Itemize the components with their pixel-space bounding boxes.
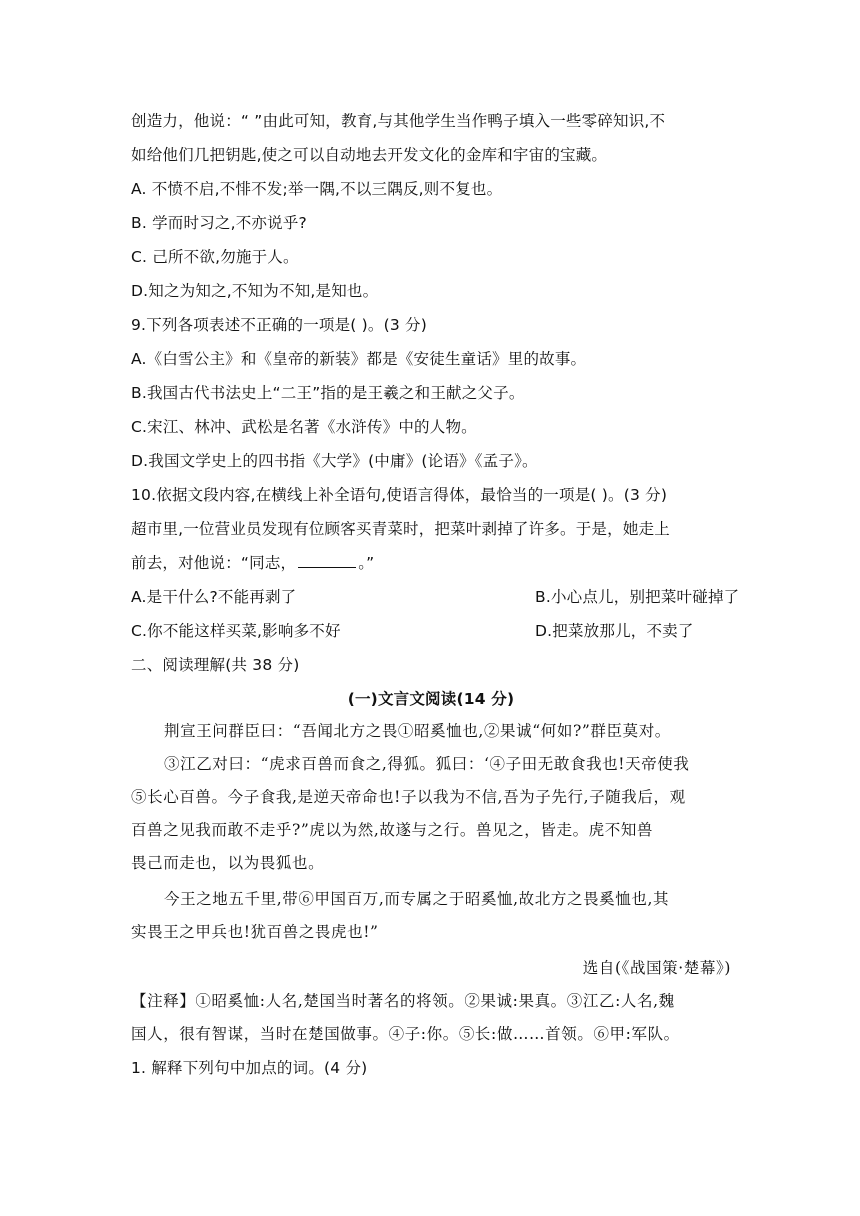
q9-option-b: B.我国古代书法史上“二王”指的是王羲之和王献之父子。 [131,384,525,402]
notes-line-2: 国人，很有智谋，当时在楚国做事。④子:你。⑤长:做……首领。⑥甲:军队。 [131,1025,680,1043]
intro-line-2: 如给他们几把钥匙,使之可以自动地去开发文化的金库和宇宙的宝藏。 [131,146,608,164]
q10-option-d: D.把菜放那儿，不卖了 [535,622,694,640]
q10-paragraph-line-2 [131,552,731,574]
passage-paragraph-3-line-2: 实畏王之甲兵也!犹百兽之畏虎也!” [131,923,379,941]
passage-paragraph-2-line-1: ③江乙对曰：“虎求百兽而食之,得狐。狐曰：‘④子田无敢食我也!天帝使我 [164,755,690,773]
q9-stem: 9.下列各项表述不正确的一项是( )。(3 分) [131,316,427,334]
q10-option-b: B.小心点儿，别把菜叶碰掉了 [535,588,740,606]
answer-blank [298,552,356,568]
q10-option-a: A.是干什么?不能再剥了 [131,588,297,606]
subsection-heading: (一)文言文阅读(14 分) [347,690,515,708]
q10-options-row-2 [131,620,731,642]
q10-option-c: C.你不能这样买菜,影响多不好 [131,622,341,640]
passage-source: 选自(《战国策·楚幕》) [582,959,731,977]
q10-paragraph-end: 。” [358,554,375,572]
passage-paragraph-3-line-1: 今王之地五千里,带⑥甲国百万,而专属之于昭奚恤,故北方之畏奚恤也,其 [164,890,670,908]
q10-options-row-1 [131,586,740,608]
q10-paragraph-text: 前去，对他说：“同志， [131,554,297,572]
q8-option-a: A. 不愤不启,不悱不发;举一隅,不以三隅反,则不复也。 [131,180,503,198]
passage-paragraph-1: 荆宣王问群臣曰：“吾闻北方之畏①昭奚恤也,②果诚“何如?”群臣莫对。 [164,722,671,740]
q10-stem: 10.依据文段内容,在横线上补全语句,使语言得体，最恰当的一项是( )。(3 分) [131,486,668,504]
q8-option-b: B. 学而时习之,不亦说乎? [131,214,307,232]
passage-paragraph-2-line-2: ⑤长心百兽。今子食我,是逆天帝命也!子以我为不信,吾为子先行,子随我后，观 [131,788,686,806]
q9-option-a: A.《白雪公主》和《皇帝的新装》都是《安徒生童话》里的故事。 [131,350,587,368]
notes-line-1: 【注释】①昭奚恤:人名,楚国当时著名的将领。②果诚:果真。③江乙:人名,魏 [131,992,675,1010]
q9-option-c: C.宋江、林冲、武松是名著《水浒传》中的人物。 [131,418,477,436]
q8-option-d: D.知之为知之,不知为不知,是知也。 [131,282,379,300]
q10-paragraph-line-1: 超市里,一位营业员发现有位顾客买青菜时，把菜叶剥掉了许多。于是，她走上 [131,520,670,538]
intro-line-1: 创造力，他说：“ ”由此可知，教育,与其他学生当作鸭子填入一些零碎知识,不 [131,112,666,130]
passage-paragraph-2-line-4: 畏己而走也，以为畏狐也。 [131,854,325,872]
q9-option-d: D.我国文学史上的四书指《大学》(中庸》(论语》《孟子》。 [131,452,538,470]
passage-paragraph-2-line-3: 百兽之见我而敢不走乎?”虎以为然,故遂与之行。兽见之，皆走。虎不知兽 [131,821,654,839]
q1-stem: 1. 解释下列句中加点的词。(4 分) [131,1059,368,1077]
q8-option-c: C. 己所不欲,勿施于人。 [131,248,299,266]
section-heading: 二、阅读理解(共 38 分) [131,656,300,674]
